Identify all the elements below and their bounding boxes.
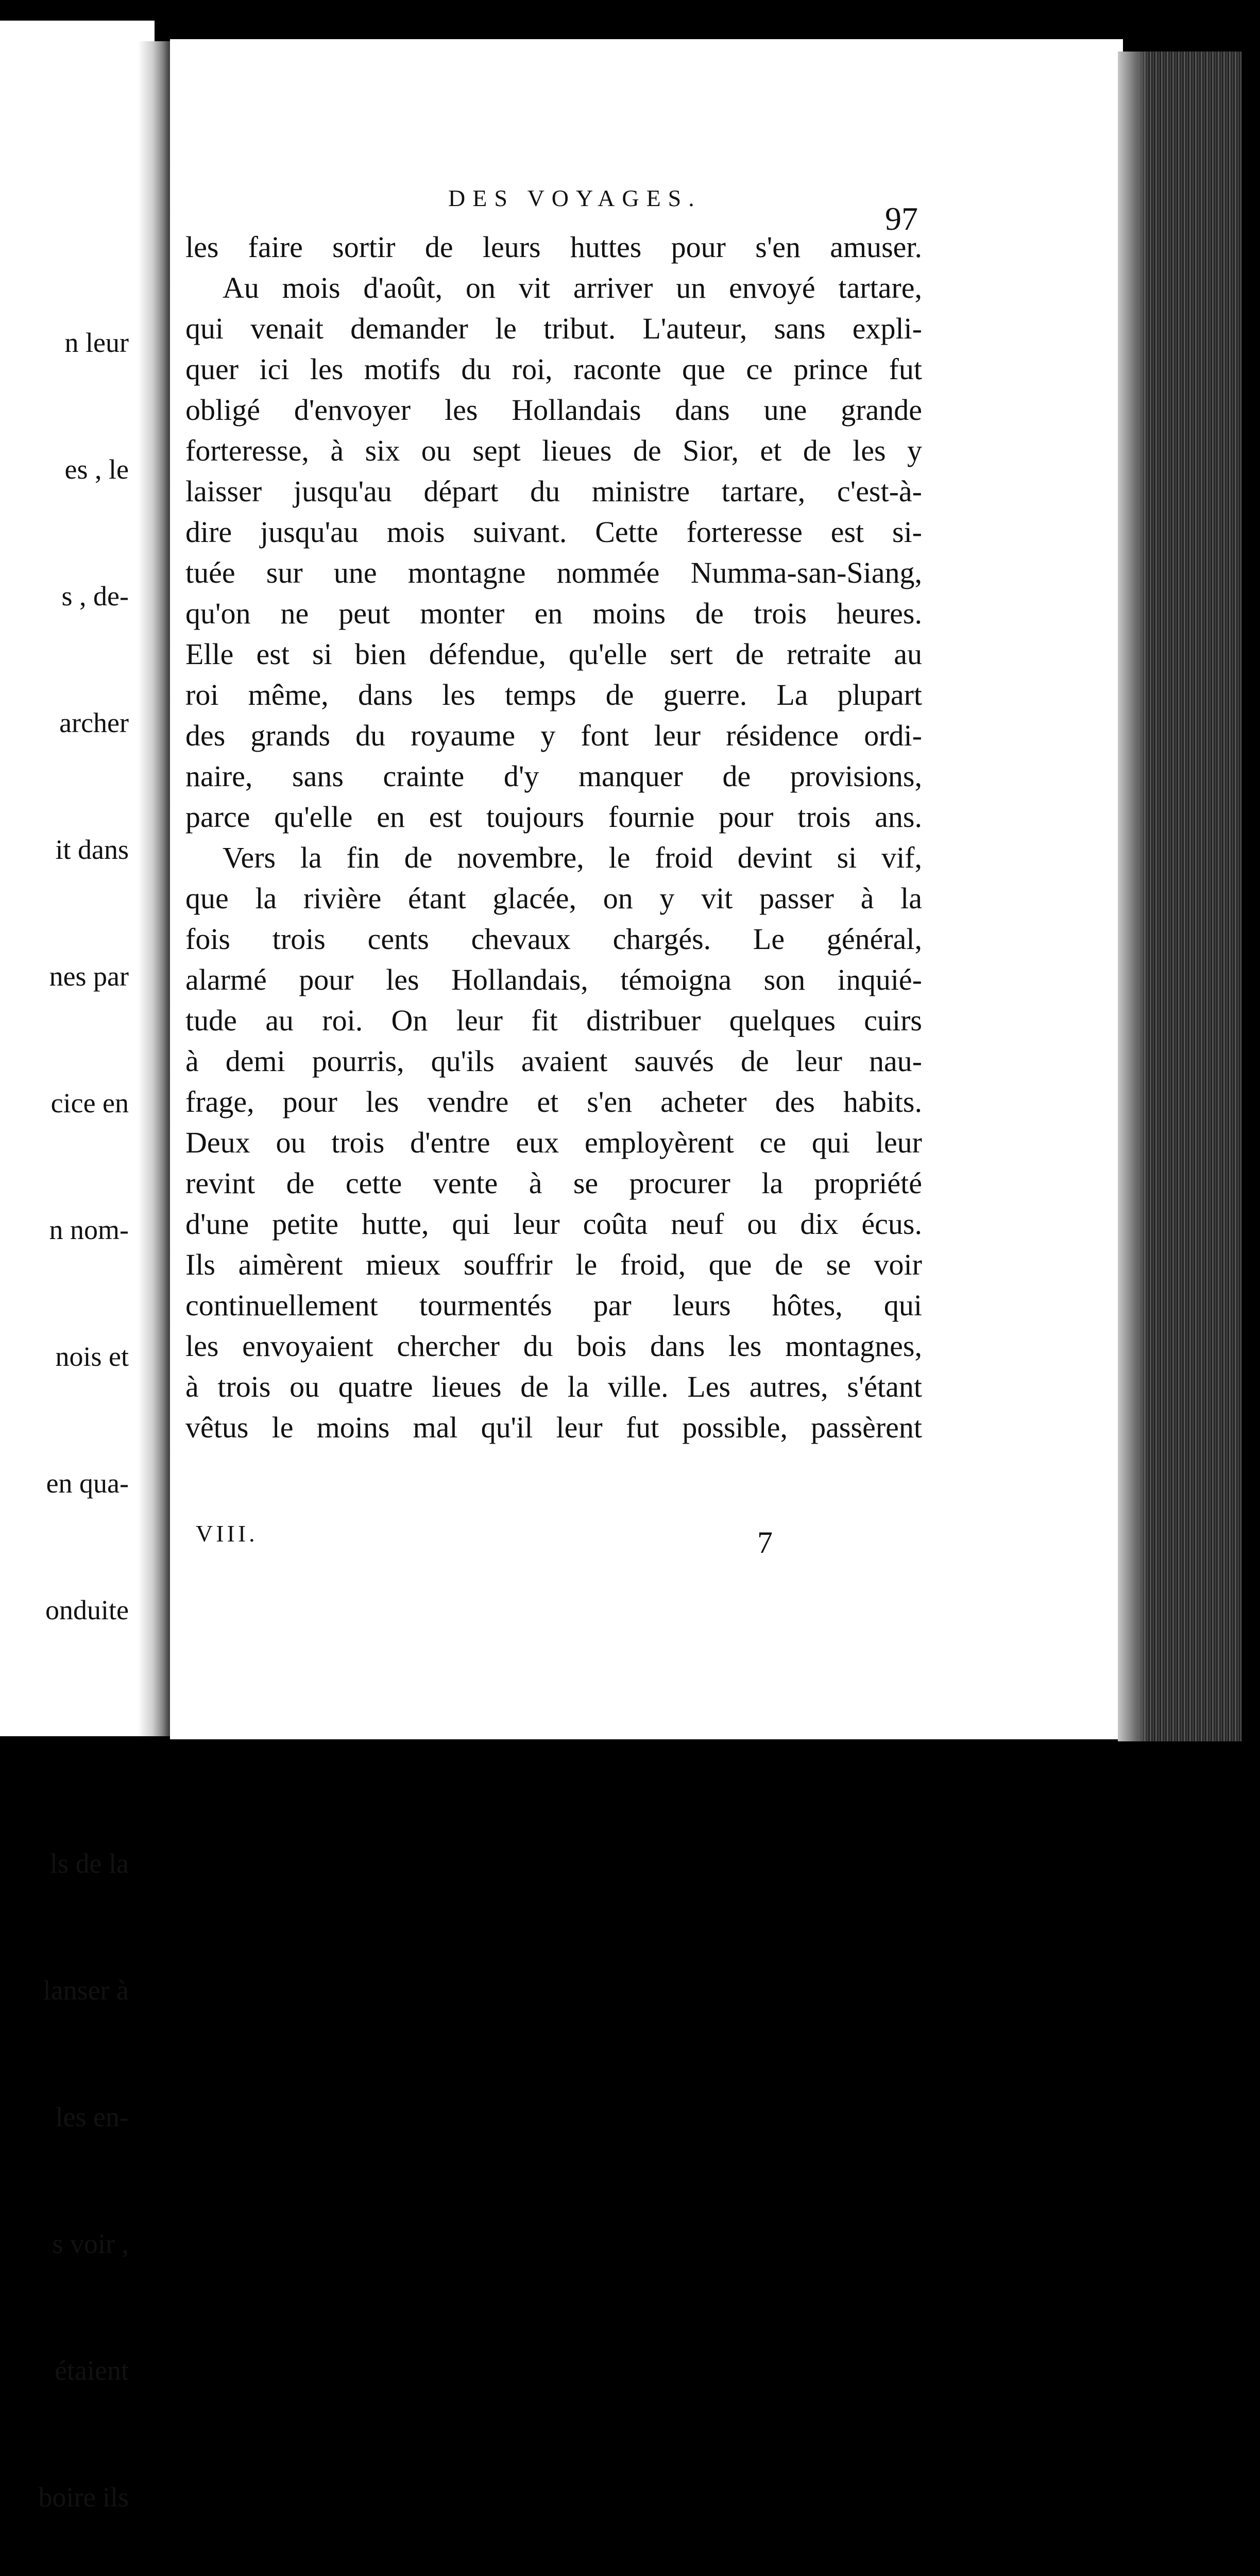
left-fragment: n nom- bbox=[49, 1214, 129, 1245]
text-line: parce qu'elle en est toujours fournie pour trois ans. bbox=[185, 800, 922, 834]
text-line: Ils aimèrent mieux souffrir le froid, que de se voir bbox=[185, 1248, 922, 1281]
left-fragment: étaient bbox=[55, 2355, 129, 2386]
text-line: à trois ou quatre lieues de la ville. Les autres, s'étant bbox=[185, 1370, 922, 1403]
text-line: tude au roi. On leur fit distribuer quelques cuirs bbox=[185, 1004, 922, 1037]
text-line: d'une petite hutte, qui leur coûta neuf ou dix écus. bbox=[185, 1207, 922, 1241]
text-line: des grands du royaume y font leur résidence ordi- bbox=[185, 719, 922, 752]
signature-number: 7 bbox=[757, 1526, 773, 1560]
text-line: fois trois cents chevaux chargés. Le général, bbox=[185, 922, 922, 956]
left-fragment: archer bbox=[59, 707, 129, 738]
text-line: Au mois d'août, on vit arriver un envoyé tartare, bbox=[223, 271, 922, 304]
text-line: revint de cette vente à se procurer la propriété bbox=[185, 1166, 922, 1200]
body-text bbox=[185, 227, 922, 1448]
left-fragment: cice en bbox=[50, 1088, 129, 1118]
signature-mark: VIII. bbox=[196, 1520, 258, 1547]
text-line: Deux ou trois d'entre eux employèrent ce qui leur bbox=[185, 1126, 922, 1159]
text-line: roi même, dans les temps de guerre. La plupart bbox=[185, 678, 922, 711]
left-fragment: n leur bbox=[64, 327, 129, 358]
left-fragment: en qua- bbox=[46, 1468, 129, 1499]
text-line: que la rivière étant glacée, on y vit passer à la bbox=[185, 882, 922, 915]
text-line: dire jusqu'au mois suivant. Cette forteresse est si- bbox=[185, 515, 922, 549]
text-line: les envoyaient chercher du bois dans les montagnes, bbox=[185, 1329, 922, 1363]
text-line: Vers la fin de novembre, le froid devint si vif, bbox=[223, 841, 922, 874]
left-fragment: es , le bbox=[64, 454, 129, 485]
left-fragment: nois et bbox=[55, 1341, 129, 1372]
left-fragment: s , de- bbox=[61, 581, 129, 612]
left-fragment: it dans bbox=[55, 834, 129, 865]
text-line: les faire sortir de leurs huttes pour s'en amuser. bbox=[185, 230, 922, 264]
text-line: obligé d'envoyer les Hollandais dans une grande bbox=[185, 393, 922, 427]
text-line: Elle est si bien défendue, qu'elle sert de retraite au bbox=[185, 637, 922, 671]
left-fragment: les en- bbox=[55, 2102, 129, 2132]
left-fragment: boire ils bbox=[38, 2482, 129, 2513]
text-line: alarmé pour les Hollandais, témoigna son inquié- bbox=[185, 963, 922, 996]
left-fragment: onduite bbox=[45, 1595, 129, 1625]
text-line: laisser jusqu'au départ du ministre tartare, c'est-à- bbox=[185, 474, 922, 508]
left-fragment: nes par bbox=[49, 961, 129, 992]
left-fragment: lanser à bbox=[43, 1975, 129, 2006]
left-fragment: s voir , bbox=[52, 2228, 129, 2259]
text-line: frage, pour les vendre et s'en acheter des habits. bbox=[185, 1085, 922, 1118]
left-facing-page bbox=[0, 21, 155, 2513]
text-line: continuellement tourmentés par leurs hôtes, qui bbox=[185, 1289, 922, 1322]
page-number: 97 bbox=[885, 200, 918, 237]
text-line: qu'on ne peut monter en moins de trois heures. bbox=[185, 597, 922, 630]
text-line: vêtus le moins mal qu'il leur fut possible, passèrent bbox=[185, 1411, 922, 1444]
left-page-text bbox=[0, 237, 129, 2576]
page-edges-shadow bbox=[1118, 52, 1149, 1741]
text-line: à demi pourris, qu'ils avaient sauvés de leur nau- bbox=[185, 1044, 922, 1078]
text-line: tuée sur une montagne nommée Numma-san-Siang, bbox=[185, 556, 922, 589]
running-head: DES VOYAGES. bbox=[448, 185, 702, 211]
left-fragment bbox=[0, 1716, 129, 1758]
text-line: naire, sans crainte d'y manquer de provisions, bbox=[185, 759, 922, 793]
text-line: quer ici les motifs du roi, raconte que ce prince fut bbox=[185, 352, 922, 386]
text-line: forteresse, à six ou sept lieues de Sior, et de les y bbox=[185, 434, 922, 467]
text-line: qui venait demander le tribut. L'auteur, sans expli- bbox=[185, 312, 922, 345]
left-fragment: ls de la bbox=[50, 1848, 129, 1879]
